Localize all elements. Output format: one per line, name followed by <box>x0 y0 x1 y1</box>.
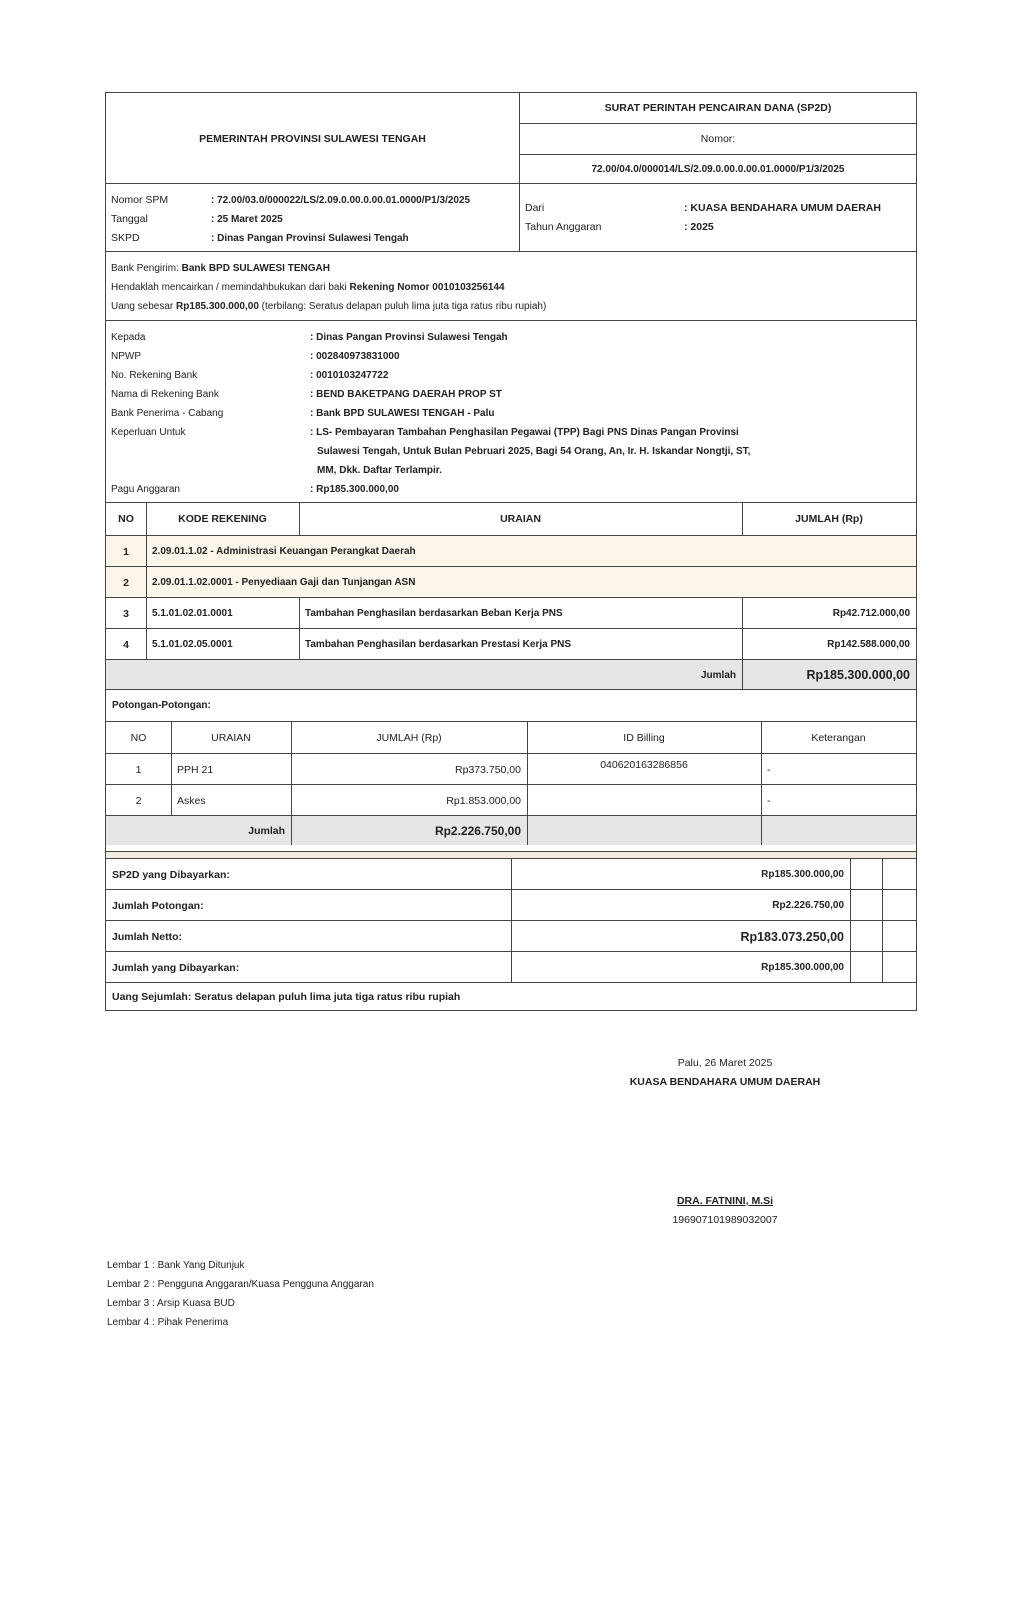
tahun-label: Tahun Anggaran <box>525 221 602 233</box>
row-description: PPH 21 <box>177 763 214 776</box>
summary-value: Rp2.226.750,00 <box>772 900 844 911</box>
kepada-value: : Dinas Pangan Provinsi Sulawesi Tengah <box>310 332 508 343</box>
row-amount: Rp142.588.000,00 <box>827 639 910 650</box>
copy-item: Lembar 1 : Bank Yang Ditunjuk <box>107 1260 245 1271</box>
terbilang-text: Uang Sejumlah: Seratus delapan puluh lima juta tiga ratus ribu rupiah <box>112 991 461 1003</box>
signatory-nip: 196907101989032007 <box>672 1214 778 1226</box>
col-header-uraian: URAIAN <box>211 731 251 744</box>
purpose-line-3: MM, Dkk. Daftar Terlampir. <box>317 465 442 476</box>
row-description: Tambahan Penghasilan berdasarkan Beban Kerja PNS <box>305 608 563 619</box>
sp2d-header <box>105 92 917 184</box>
summary-label: SP2D yang Dibayarkan: <box>112 868 230 881</box>
spm-labels <box>111 191 168 248</box>
npwp-value: : 002840973831000 <box>310 351 400 362</box>
col-header-no: NO <box>130 731 147 744</box>
total-row <box>106 815 916 845</box>
row-account-code: 2.09.01.1.02.0001 - Penyediaan Gaji dan Tunjangan ASN <box>152 577 416 588</box>
row-number: 3 <box>123 607 129 620</box>
recipient-branch: : Bank BPD SULAWESI TENGAH - Palu <box>310 408 495 419</box>
col-header-jumlah: JUMLAH (Rp) <box>795 513 863 525</box>
recipient-block <box>105 320 917 503</box>
summary-label: Jumlah Potongan: <box>112 899 204 912</box>
summary-label: Jumlah yang Dibayarkan: <box>112 961 240 974</box>
row-note: - <box>767 794 771 807</box>
source-labels <box>525 199 601 237</box>
table-row <box>106 535 916 566</box>
document-title: SURAT PERINTAH PENCAIRAN DANA (SP2D) <box>604 102 832 114</box>
row-number: 1 <box>123 545 129 558</box>
amount-terbilang: (terbilang: Seratus delapan puluh lima juta tiga ratus ribu rupiah) <box>261 301 547 312</box>
table-row <box>106 753 916 784</box>
branch-label: Bank Penerima - Cabang <box>111 408 224 419</box>
spm-values <box>211 191 470 248</box>
copy-item: Lembar 4 : Pihak Penerima <box>107 1317 229 1328</box>
summary-value: Rp183.073.250,00 <box>740 929 844 944</box>
recipient-values <box>310 328 750 499</box>
row-number: 4 <box>123 638 129 651</box>
purpose-label: Keperluan Untuk <box>111 427 186 438</box>
table-row <box>106 628 916 659</box>
purpose-line-2: Sulawesi Tengah, Untuk Bulan Pebruari 2025, Bagi 54 Orang, An, Ir. H. Iskandar Nongtji, ST, <box>317 446 751 457</box>
amount-prefix: Uang sebesar <box>111 301 174 312</box>
amount-line <box>111 297 546 316</box>
dari-label: Dari <box>525 202 545 214</box>
source-account: Rekening Nomor 0010103256144 <box>349 282 505 293</box>
row-description: Tambahan Penghasilan berdasarkan Prestasi Kerja PNS <box>305 639 572 650</box>
total-label: Jumlah <box>700 669 736 681</box>
col-header-uraian: URAIAN <box>500 513 541 525</box>
signature-block <box>560 1057 920 1247</box>
summary-value: Rp185.300.000,00 <box>761 962 844 973</box>
spm-date-label: Tanggal <box>111 213 148 225</box>
sp2d-number: 72.00/04.0/000014/LS/2.09.0.00.0.00.01.0000/P1/3/2025 <box>591 163 845 175</box>
recipient-labels <box>111 328 223 499</box>
total-row <box>106 659 916 689</box>
nomor-label: Nomor: <box>700 132 736 145</box>
signatory-title: KUASA BENDAHARA UMUM DAERAH <box>629 1076 821 1088</box>
kepada-label: Kepada <box>111 332 146 343</box>
deductions-title: Potongan-Potongan: <box>112 700 211 711</box>
col-header-jumlah: JUMLAH (Rp) <box>376 731 442 744</box>
row-amount: Rp42.712.000,00 <box>832 608 910 619</box>
bank-block <box>105 251 917 321</box>
tahun-value: : 2025 <box>684 221 714 233</box>
summary-value: Rp185.300.000,00 <box>761 869 844 880</box>
source-account-prefix: Hendaklah mencairkan / memindahbukukan dari baki <box>111 282 347 293</box>
table-row <box>106 784 916 815</box>
row-amount: Rp373.750,00 <box>455 763 521 776</box>
deductions-block <box>105 689 917 852</box>
copy-item: Lembar 2 : Pengguna Anggaran/Kuasa Pengguna Anggaran <box>107 1279 374 1290</box>
col-header-billing: ID Billing <box>623 731 665 744</box>
npwp-label: NPWP <box>111 351 141 362</box>
bank-sender-label: Bank Pengirim: <box>111 263 179 274</box>
col-header-keterangan: Keterangan <box>811 731 866 744</box>
row-note: - <box>767 763 771 776</box>
skpd-value: : Dinas Pangan Provinsi Sulawesi Tengah <box>211 233 409 244</box>
account-name-label: Nama di Rekening Bank <box>111 389 219 400</box>
spm-number-label: Nomor SPM <box>111 194 169 206</box>
dari-value: : KUASA BENDAHARA UMUM DAERAH <box>684 202 881 214</box>
skpd-label: SKPD <box>111 232 140 244</box>
col-header-kode: KODE REKENING <box>178 513 267 525</box>
account-name: : BEND BAKETPANG DAERAH PROP ST <box>310 389 502 400</box>
account-code-table <box>105 502 917 690</box>
row-number: 2 <box>123 576 129 589</box>
pagu-value: : Rp185.300.000,00 <box>310 484 399 495</box>
row-billing-id: 040620163286856 <box>600 759 688 771</box>
row-amount: Rp1.853.000,00 <box>446 794 521 807</box>
copy-item: Lembar 3 : Arsip Kuasa BUD <box>107 1298 235 1309</box>
total-amount: Rp2.226.750,00 <box>434 824 521 838</box>
account-number-label: No. Rekening Bank <box>111 370 198 381</box>
bank-sender-line <box>111 259 546 278</box>
spm-number: : 72.00/03.0/000022/LS/2.09.0.00.0.00.01.0000/P1/3/2025 <box>211 195 471 206</box>
spm-date: : 25 Maret 2025 <box>211 214 283 225</box>
signatory-name: DRA. FATNINI, M.Si <box>676 1195 774 1207</box>
government-title: PEMERINTAH PROVINSI SULAWESI TENGAH <box>199 133 426 145</box>
row-account-code: 2.09.01.1.02 - Administrasi Keuangan Perangkat Daerah <box>152 546 416 557</box>
row-billing-id <box>527 785 761 816</box>
source-account-line <box>111 278 546 297</box>
total-amount: Rp185.300.000,00 <box>806 668 910 682</box>
bank-sender: Bank BPD SULAWESI TENGAH <box>181 263 330 274</box>
row-number: 1 <box>135 763 142 776</box>
table-row <box>106 566 916 597</box>
terbilang-row <box>106 982 916 1010</box>
summary-label: Jumlah Netto: <box>112 930 183 943</box>
row-account-code: 5.1.01.02.05.0001 <box>152 639 233 650</box>
table-row <box>106 597 916 628</box>
copy-distribution <box>107 1256 374 1332</box>
account-number: : 0010103247722 <box>310 370 389 381</box>
row-description: Askes <box>177 794 206 807</box>
col-header-no: NO <box>118 513 134 525</box>
payment-summary <box>105 851 917 1011</box>
total-label: Jumlah <box>248 825 285 837</box>
place-date: Palu, 26 Maret 2025 <box>677 1057 773 1069</box>
row-account-code: 5.1.01.02.01.0001 <box>152 608 233 619</box>
pagu-label: Pagu Anggaran <box>111 484 180 495</box>
purpose-line-1: : LS- Pembayaran Tambahan Penghasilan Pegawai (TPP) Bagi PNS Dinas Pangan Provinsi <box>310 427 739 438</box>
spm-block <box>105 183 917 252</box>
source-values <box>684 199 881 237</box>
amount-value: Rp185.300.000,00 <box>176 301 259 312</box>
deductions-table <box>106 721 916 845</box>
row-number: 2 <box>135 794 142 807</box>
